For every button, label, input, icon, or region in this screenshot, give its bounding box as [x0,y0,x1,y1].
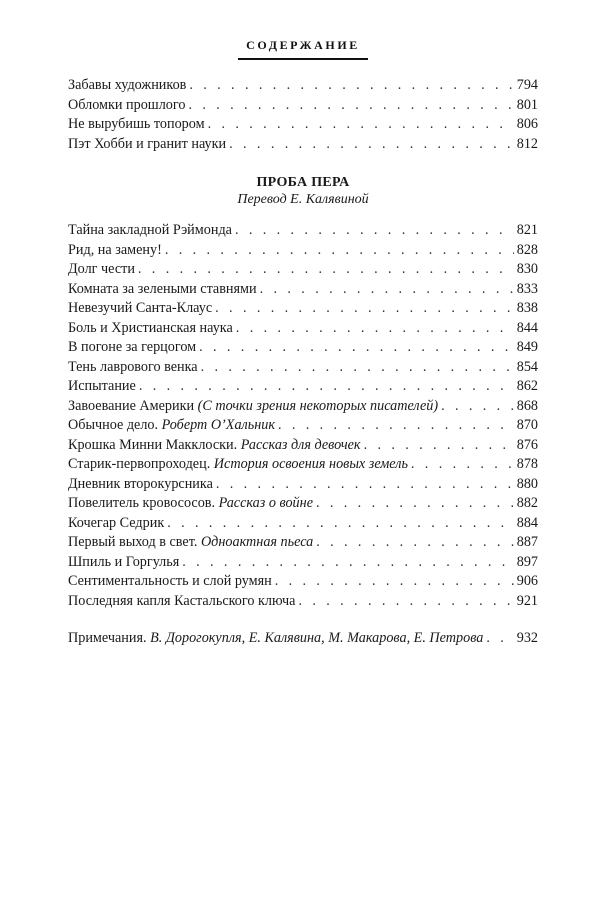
entry-title: Сентиментальность и слой румян [68,573,272,589]
toc-entry[interactable] [68,455,538,475]
entry-title: Обычное дело. Роберт О’Хальник [68,417,275,433]
dot-leader [411,455,514,475]
dot-leader [236,319,514,339]
entry-page: 849 [516,339,538,355]
entry-page: 830 [516,261,538,277]
toc-entry[interactable] [68,553,538,573]
dot-leader [139,377,514,397]
section-heading [68,175,538,208]
entry-page: 882 [516,495,538,511]
entry-page: 906 [516,573,538,589]
dot-leader [235,221,514,241]
entry-page: 812 [516,135,538,152]
toc-entry[interactable] [68,358,538,378]
dot-leader [138,260,514,280]
toc-entry[interactable] [68,299,538,319]
toc-top-list [68,76,538,154]
entry-page: 806 [516,116,538,132]
dot-leader [188,96,513,116]
toc-entry[interactable] [68,436,538,456]
dot-leader [167,514,514,534]
toc-entry[interactable] [68,592,538,612]
dot-leader [364,436,514,456]
toc-entry[interactable] [68,241,538,261]
entry-page: 932 [516,630,538,646]
entry-title: Первый выход в свет. Одноактная пьеса [68,534,314,550]
dot-leader [316,533,513,553]
entry-title: Шпиль и Горгулья [68,553,180,570]
dot-leader [215,299,514,319]
dot-leader [260,280,514,300]
entry-page: 821 [516,222,538,238]
toc-entry[interactable] [68,514,538,534]
entry-title: Тень лаврового венка [68,358,198,375]
entry-title: Завоевание Америки (С точки зрения некоторых писателей) [68,397,439,414]
entry-page: 870 [516,417,538,433]
toc-entry[interactable] [68,397,538,417]
toc-entry[interactable] [68,533,538,553]
entry-page: 868 [516,397,538,414]
entry-page: 876 [516,436,538,453]
dot-leader [216,475,514,495]
entry-page: 854 [516,358,538,375]
dot-leader [189,76,513,96]
entry-title: Невезучий Санта-Клаус [68,300,213,316]
entry-title: Комната за зелеными ставнями [68,280,257,297]
dot-leader [316,494,514,514]
entry-title: Крошка Минни Макклоски. Рассказ для девочек [68,436,361,453]
header-rule [238,58,368,60]
running-header: СОДЕРЖАНИЕ [246,38,360,52]
entry-page: 844 [516,319,538,336]
entry-title: Обломки прошлого [68,96,186,113]
dot-leader [486,629,513,649]
entry-page: 801 [516,96,538,113]
entry-page: 897 [516,553,538,570]
entry-title: Повелитель кровососов. Рассказ о войне [68,495,313,511]
toc-entry[interactable] [68,115,538,135]
entry-page: 833 [516,280,538,297]
dot-leader [199,338,514,358]
dot-leader [278,416,514,436]
entry-page: 878 [516,456,538,472]
toc-entry[interactable] [68,319,538,339]
entry-page: 884 [516,514,538,531]
toc-entry[interactable] [68,494,538,514]
dot-leader [201,358,514,378]
toc-entry-notes[interactable] [68,629,538,649]
entry-title: Забавы художников [68,77,187,93]
entry-title: Тайна закладной Рэймонда [68,222,232,238]
dot-leader [165,241,514,261]
notes-block [68,629,538,649]
toc-entry[interactable] [68,135,538,155]
entry-title: Старик-первопроходец. История освоения новых земель [68,456,408,472]
entry-title: Рид, на замену! [68,241,162,258]
toc-entry[interactable] [68,260,538,280]
dot-leader [229,135,514,155]
entry-title: Испытание [68,378,136,394]
section-title: ПРОБА ПЕРА [256,175,350,190]
toc-section-list [68,221,538,611]
entry-title: Долг чести [68,261,135,277]
dot-leader [182,553,513,573]
dot-leader [298,592,513,612]
toc-entry[interactable] [68,96,538,116]
entry-page: 921 [516,592,538,609]
entry-page: 838 [516,300,538,316]
toc-entry[interactable] [68,475,538,495]
entry-title: Примечания. В. Дорогокупля, Е. Калявина, М. Макарова, Е. Петрова [68,630,484,646]
entry-page: 794 [516,77,538,93]
toc-entry[interactable] [68,416,538,436]
entry-title: Не вырубишь топором [68,116,205,132]
entry-title: Пэт Хобби и гранит науки [68,135,227,152]
entry-page: 862 [516,378,538,394]
toc-entry[interactable] [68,221,538,241]
entry-title: В погоне за герцогом [68,339,197,355]
entry-title: Кочегар Седрик [68,514,165,531]
entry-page: 887 [516,534,538,550]
dot-leader [208,115,514,135]
entry-title: Боль и Христианская наука [68,319,233,336]
dot-leader [441,397,514,417]
toc-entry[interactable] [68,76,538,96]
section-translator: Перевод Е. Калявиной [237,192,369,207]
toc-entry[interactable] [68,377,538,397]
entry-title: Последняя капля Кастальского ключа [68,592,296,609]
entry-page: 880 [516,475,538,492]
entry-page: 828 [516,241,538,258]
toc-entry[interactable] [68,572,538,592]
toc-entry[interactable] [68,280,538,300]
entry-title: Дневник второкурсника [68,475,213,492]
toc-entry[interactable] [68,338,538,358]
toc-page [68,0,538,649]
dot-leader [275,572,514,592]
